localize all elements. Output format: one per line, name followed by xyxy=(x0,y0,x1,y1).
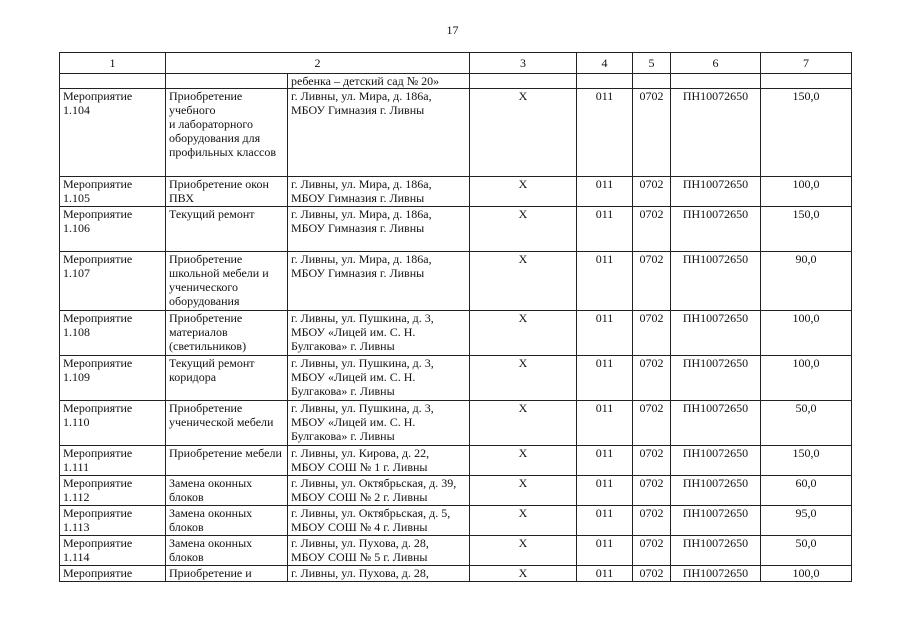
column-header: 3 xyxy=(470,53,577,74)
table-row xyxy=(60,506,852,536)
table-row xyxy=(60,89,852,177)
cell-col3: Х xyxy=(470,446,577,476)
name-cell: Приобретение окон ПВХ xyxy=(166,177,288,207)
cell-col3: Х xyxy=(470,401,577,446)
table-row xyxy=(60,401,852,446)
cell-col5: 0702 xyxy=(633,566,671,582)
table-row xyxy=(60,566,852,582)
amount-cell: 50,0 xyxy=(761,401,852,446)
amount-cell: 60,0 xyxy=(761,476,852,506)
cell-col4: 011 xyxy=(577,401,633,446)
table-row xyxy=(60,476,852,506)
cell-col4: 011 xyxy=(577,311,633,356)
name-cell: Текущий ремонт коридора xyxy=(166,356,288,401)
amount-cell: 150,0 xyxy=(761,446,852,476)
cell-col6: ПН10072650 xyxy=(671,356,761,401)
address-cell: г. Ливны, ул. Октябрьская, д. 39, МБОУ СОШ № 2 г. Ливны xyxy=(288,476,470,506)
cell-col5: 0702 xyxy=(633,177,671,207)
amount-cell: 100,0 xyxy=(761,356,852,401)
address-cell: г. Ливны, ул. Мира, д. 186а, МБОУ Гимназия г. Ливны xyxy=(288,89,470,177)
continuation-row xyxy=(60,74,852,89)
cell-col6: ПН10072650 xyxy=(671,476,761,506)
cell-col3: Х xyxy=(470,207,577,252)
name-cell: Приобретение и xyxy=(166,566,288,582)
event-cell: Мероприятие 1.111 xyxy=(60,446,166,476)
address-cell: г. Ливны, ул. Пушкина, д. 3, МБОУ «Лицей им. С. Н. Булгакова» г. Ливны xyxy=(288,311,470,356)
cell-col6: ПН10072650 xyxy=(671,401,761,446)
event-cell: Мероприятие 1.112 xyxy=(60,476,166,506)
cell-col5: 0702 xyxy=(633,401,671,446)
column-header: 5 xyxy=(633,53,671,74)
column-header: 4 xyxy=(577,53,633,74)
amount-cell: 100,0 xyxy=(761,177,852,207)
address-cell: г. Ливны, ул. Мира, д. 186а, МБОУ Гимназия г. Ливны xyxy=(288,252,470,311)
cell-col4: 011 xyxy=(577,566,633,582)
cell-col4: 011 xyxy=(577,536,633,566)
column-header: 1 xyxy=(60,53,166,74)
event-cell: Мероприятие 1.109 xyxy=(60,356,166,401)
cell-col6: ПН10072650 xyxy=(671,311,761,356)
cell-col4: 011 xyxy=(577,252,633,311)
cell-col3: Х xyxy=(470,89,577,177)
name-cell: Замена оконных блоков xyxy=(166,476,288,506)
event-cell: Мероприятие xyxy=(60,566,166,582)
cell-col5: 0702 xyxy=(633,476,671,506)
cell-col6: ПН10072650 xyxy=(671,506,761,536)
event-cell: Мероприятие 1.105 xyxy=(60,177,166,207)
cell-col3: Х xyxy=(470,506,577,536)
cell-col4: 011 xyxy=(577,506,633,536)
table-row xyxy=(60,177,852,207)
cell-col6: ПН10072650 xyxy=(671,177,761,207)
cell-col6: ПН10072650 xyxy=(671,536,761,566)
address-cell: г. Ливны, ул. Пухова, д. 28, xyxy=(288,566,470,582)
amount-cell: 150,0 xyxy=(761,89,852,177)
column-header: 7 xyxy=(761,53,852,74)
cell-col5: 0702 xyxy=(633,446,671,476)
cell-col6: ПН10072650 xyxy=(671,89,761,177)
amount-cell: 100,0 xyxy=(761,311,852,356)
cell-col5: 0702 xyxy=(633,536,671,566)
table-row xyxy=(60,311,852,356)
amount-cell: 95,0 xyxy=(761,506,852,536)
amount-cell: 150,0 xyxy=(761,207,852,252)
column-header: 6 xyxy=(671,53,761,74)
cell-col5: 0702 xyxy=(633,252,671,311)
address-cell: г. Ливны, ул. Октябрьская, д. 5, МБОУ СОШ № 4 г. Ливны xyxy=(288,506,470,536)
cell-col3: Х xyxy=(470,311,577,356)
address-cell: г. Ливны, ул. Пушкина, д. 3, МБОУ «Лицей им. С. Н. Булгакова» г. Ливны xyxy=(288,356,470,401)
event-cell: Мероприятие 1.106 xyxy=(60,207,166,252)
cell-col4: 011 xyxy=(577,207,633,252)
cell-col3: Х xyxy=(470,356,577,401)
event-cell: Мероприятие 1.107 xyxy=(60,252,166,311)
cell-col6: ПН10072650 xyxy=(671,566,761,582)
cell-col5: 0702 xyxy=(633,311,671,356)
address-cell: г. Ливны, ул. Пухова, д. 28, МБОУ СОШ № 5 г. Ливны xyxy=(288,536,470,566)
column-number-row xyxy=(60,53,852,74)
name-cell: Приобретение мебели xyxy=(166,446,288,476)
address-cell: г. Ливны, ул. Пушкина, д. 3, МБОУ «Лицей им. С. Н. Булгакова» г. Ливны xyxy=(288,401,470,446)
cell-col3: Х xyxy=(470,177,577,207)
event-cell: Мероприятие 1.113 xyxy=(60,506,166,536)
cell-col6: ПН10072650 xyxy=(671,207,761,252)
address-cell: г. Ливны, ул. Мира, д. 186а, МБОУ Гимназия г. Ливны xyxy=(288,207,470,252)
amount-cell: 100,0 xyxy=(761,566,852,582)
name-cell: Приобретение учебного и лабораторного оборудования для профильных классов xyxy=(166,89,288,177)
cell-col4: 011 xyxy=(577,356,633,401)
cell-col3: Х xyxy=(470,566,577,582)
cell-col5: 0702 xyxy=(633,356,671,401)
table-row xyxy=(60,536,852,566)
name-cell: Замена оконных блоков xyxy=(166,536,288,566)
cell-col5: 0702 xyxy=(633,506,671,536)
table-row xyxy=(60,356,852,401)
address-cell: г. Ливны, ул. Кирова, д. 22, МБОУ СОШ № 1 г. Ливны xyxy=(288,446,470,476)
cell-col4: 011 xyxy=(577,476,633,506)
table-row xyxy=(60,207,852,252)
name-cell: Приобретение школьной мебели и ученического оборудования xyxy=(166,252,288,311)
column-header: 2 xyxy=(166,53,470,74)
page-number: 17 xyxy=(446,23,459,37)
cell-col3: Х xyxy=(470,476,577,506)
event-cell: Мероприятие 1.104 xyxy=(60,89,166,177)
cell-col4: 011 xyxy=(577,177,633,207)
continuation-text: ребенка – детский сад № 20» xyxy=(288,74,470,89)
table-row xyxy=(60,252,852,311)
cell-col5: 0702 xyxy=(633,207,671,252)
name-cell: Замена оконных блоков xyxy=(166,506,288,536)
name-cell: Приобретение материалов (светильников) xyxy=(166,311,288,356)
cell-col5: 0702 xyxy=(633,89,671,177)
cell-col4: 011 xyxy=(577,446,633,476)
cell-col6: ПН10072650 xyxy=(671,446,761,476)
name-cell: Приобретение ученической мебели xyxy=(166,401,288,446)
event-cell: Мероприятие 1.108 xyxy=(60,311,166,356)
name-cell: Текущий ремонт xyxy=(166,207,288,252)
cell-col3: Х xyxy=(470,536,577,566)
event-cell: Мероприятие 1.114 xyxy=(60,536,166,566)
address-cell: г. Ливны, ул. Мира, д. 186а, МБОУ Гимназия г. Ливны xyxy=(288,177,470,207)
cell-col6: ПН10072650 xyxy=(671,252,761,311)
activities-table xyxy=(59,52,852,582)
amount-cell: 50,0 xyxy=(761,536,852,566)
cell-col4: 011 xyxy=(577,89,633,177)
cell-col3: Х xyxy=(470,252,577,311)
table-row xyxy=(60,446,852,476)
event-cell: Мероприятие 1.110 xyxy=(60,401,166,446)
amount-cell: 90,0 xyxy=(761,252,852,311)
